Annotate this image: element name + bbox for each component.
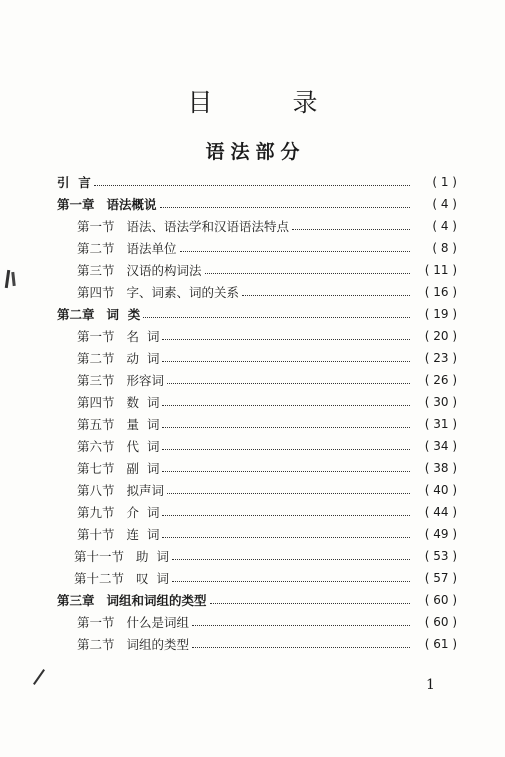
toc-entry-number: 第一节 [77, 219, 115, 234]
toc-section-row [57, 501, 457, 523]
toc-page-number: ( 16 ) [424, 285, 457, 299]
toc-entry-title: 副 词 [126, 461, 160, 476]
toc-section-row [57, 369, 457, 391]
dot-leader [192, 625, 410, 626]
toc-entry-label [57, 195, 157, 213]
toc-chapter-row [57, 171, 457, 193]
dot-leader [94, 185, 410, 186]
toc-page-number: ( 20 ) [424, 329, 457, 343]
toc-entry-label [77, 217, 289, 235]
toc-entry-title: 汉语的构词法 [126, 263, 202, 278]
toc-entry-title: 拟声词 [126, 483, 165, 498]
toc-section-row [57, 567, 457, 589]
toc-section-row [57, 259, 457, 281]
toc-entry-title: 数 词 [126, 395, 160, 410]
toc-entry-title: 语法、语法学和汉语语法特点 [126, 219, 290, 234]
toc-section-row [57, 325, 457, 347]
dot-leader [162, 427, 410, 428]
toc-entry-number: 第七节 [77, 461, 115, 476]
toc-page-number: ( 8 ) [432, 241, 457, 255]
toc-entry-number: 第六节 [77, 439, 115, 454]
dot-leader [172, 581, 410, 582]
toc-page-number: ( 61 ) [424, 637, 457, 651]
toc-page-number: ( 60 ) [424, 593, 457, 607]
toc-page-number: ( 38 ) [424, 461, 457, 475]
toc-entry-number: 第四节 [77, 395, 115, 410]
toc-page-number: ( 19 ) [424, 307, 457, 321]
toc-section-row [57, 479, 457, 501]
dot-leader [162, 339, 410, 340]
scan-smudge-mark [11, 272, 15, 286]
toc-entry-number: 第二节 [77, 241, 115, 256]
dot-leader [180, 251, 410, 252]
toc-entry-title: 动 词 [126, 351, 160, 366]
toc-section-row [57, 413, 457, 435]
toc-page-number: ( 57 ) [424, 571, 457, 585]
toc-page-number: ( 30 ) [424, 395, 457, 409]
toc-entry-number: 第一节 [77, 615, 115, 630]
dot-leader [162, 515, 410, 516]
toc-entry-label [74, 569, 169, 587]
toc-entry-title: 什么是词组 [126, 615, 190, 630]
toc-section-row [57, 281, 457, 303]
dot-leader [172, 559, 410, 560]
toc-entry-label [77, 415, 159, 433]
toc-entry-number: 第一节 [77, 329, 115, 344]
dot-leader [192, 647, 410, 648]
dot-leader [167, 493, 410, 494]
toc-entry-number: 第十节 [77, 527, 115, 542]
toc-page-number: ( 49 ) [424, 527, 457, 541]
toc-entry-label [77, 459, 159, 477]
toc-entry-number: 第五节 [77, 417, 115, 432]
dot-leader [162, 471, 410, 472]
toc-chapter-row [57, 589, 457, 611]
toc-entry-number: 第三节 [77, 263, 115, 278]
dot-leader [167, 383, 410, 384]
dot-leader [162, 449, 410, 450]
table-of-contents [57, 171, 457, 655]
page-number: 1 [426, 677, 435, 693]
toc-entry-label [77, 283, 239, 301]
toc-section-row [57, 215, 457, 237]
toc-page-number: ( 44 ) [424, 505, 457, 519]
toc-page-number: ( 11 ) [424, 263, 457, 277]
toc-entry-title: 介 词 [126, 505, 160, 520]
toc-entry-title: 引 言 [57, 175, 91, 190]
toc-section-row [57, 523, 457, 545]
toc-entry-title: 助 词 [136, 549, 169, 564]
toc-entry-label [57, 305, 140, 323]
toc-entry-title: 代 词 [126, 439, 160, 454]
toc-chapter-row [57, 193, 457, 215]
toc-entry-label [77, 349, 159, 367]
toc-chapter-row [57, 303, 457, 325]
toc-entry-label [77, 437, 159, 455]
toc-entry-number: 第十二节 [74, 571, 125, 586]
toc-section-row [57, 347, 457, 369]
toc-entry-label [77, 525, 159, 543]
toc-entry-title: 连 词 [126, 527, 160, 542]
toc-section-row [57, 545, 457, 567]
toc-entry-title: 形容词 [126, 373, 165, 388]
toc-entry-title: 字、词素、词的关系 [126, 285, 240, 300]
toc-entry-label [77, 481, 164, 499]
dot-leader [160, 207, 410, 208]
dot-leader [162, 537, 410, 538]
toc-entry-title: 词组的类型 [126, 637, 190, 652]
dot-leader [162, 361, 410, 362]
toc-page-number: ( 60 ) [424, 615, 457, 629]
toc-entry-label [57, 591, 207, 609]
toc-entry-label [77, 503, 159, 521]
toc-entry-number: 第九节 [77, 505, 115, 520]
toc-page-number: ( 31 ) [424, 417, 457, 431]
toc-entry-label [77, 635, 189, 653]
toc-section-row [57, 457, 457, 479]
toc-entry-number: 第三章 [57, 593, 95, 608]
toc-entry-number: 第四节 [77, 285, 115, 300]
toc-entry-number: 第二节 [77, 637, 115, 652]
toc-entry-title: 语法单位 [126, 241, 177, 256]
toc-page-number: ( 34 ) [424, 439, 457, 453]
toc-entry-label [77, 327, 159, 345]
scan-smudge-mark [5, 270, 10, 288]
dot-leader [242, 295, 410, 296]
toc-entry-title: 叹 词 [136, 571, 169, 586]
toc-entry-label [77, 371, 164, 389]
toc-page-number: ( 23 ) [424, 351, 457, 365]
toc-entry-label [77, 261, 202, 279]
toc-entry-label [77, 239, 177, 257]
toc-entry-number: 第八节 [77, 483, 115, 498]
toc-entry-title: 词 类 [106, 307, 141, 322]
dot-leader [292, 229, 410, 230]
section-heading: 语法部分 [205, 141, 306, 163]
toc-entry-number: 第三节 [77, 373, 115, 388]
toc-section-row [57, 633, 457, 655]
toc-entry-number: 第十一节 [74, 549, 125, 564]
dot-leader [143, 317, 410, 318]
toc-entry-title: 名 词 [126, 329, 160, 344]
toc-entry-label [57, 173, 91, 191]
toc-page-number: ( 40 ) [424, 483, 457, 497]
dot-leader [205, 273, 410, 274]
toc-entry-title: 量 词 [126, 417, 160, 432]
toc-page-number: ( 4 ) [432, 219, 457, 233]
toc-section-row [57, 611, 457, 633]
toc-page-number: ( 53 ) [424, 549, 457, 563]
toc-section-row [57, 391, 457, 413]
page-title: 目 录 [187, 88, 354, 117]
toc-section-row [57, 435, 457, 457]
toc-entry-title: 语法概说 [106, 197, 157, 212]
toc-entry-label [77, 613, 189, 631]
toc-page-number: ( 4 ) [432, 197, 457, 211]
toc-entry-number: 第一章 [57, 197, 95, 212]
toc-entry-label [74, 547, 169, 565]
scan-smudge-mark [33, 669, 45, 685]
toc-entry-number: 第二节 [77, 351, 115, 366]
toc-section-row [57, 237, 457, 259]
toc-entry-number: 第二章 [57, 307, 95, 322]
dot-leader [210, 603, 410, 604]
toc-page-number: ( 26 ) [424, 373, 457, 387]
dot-leader [162, 405, 410, 406]
toc-entry-label [77, 393, 159, 411]
toc-page-number: ( 1 ) [432, 175, 457, 189]
toc-entry-title: 词组和词组的类型 [106, 593, 207, 608]
